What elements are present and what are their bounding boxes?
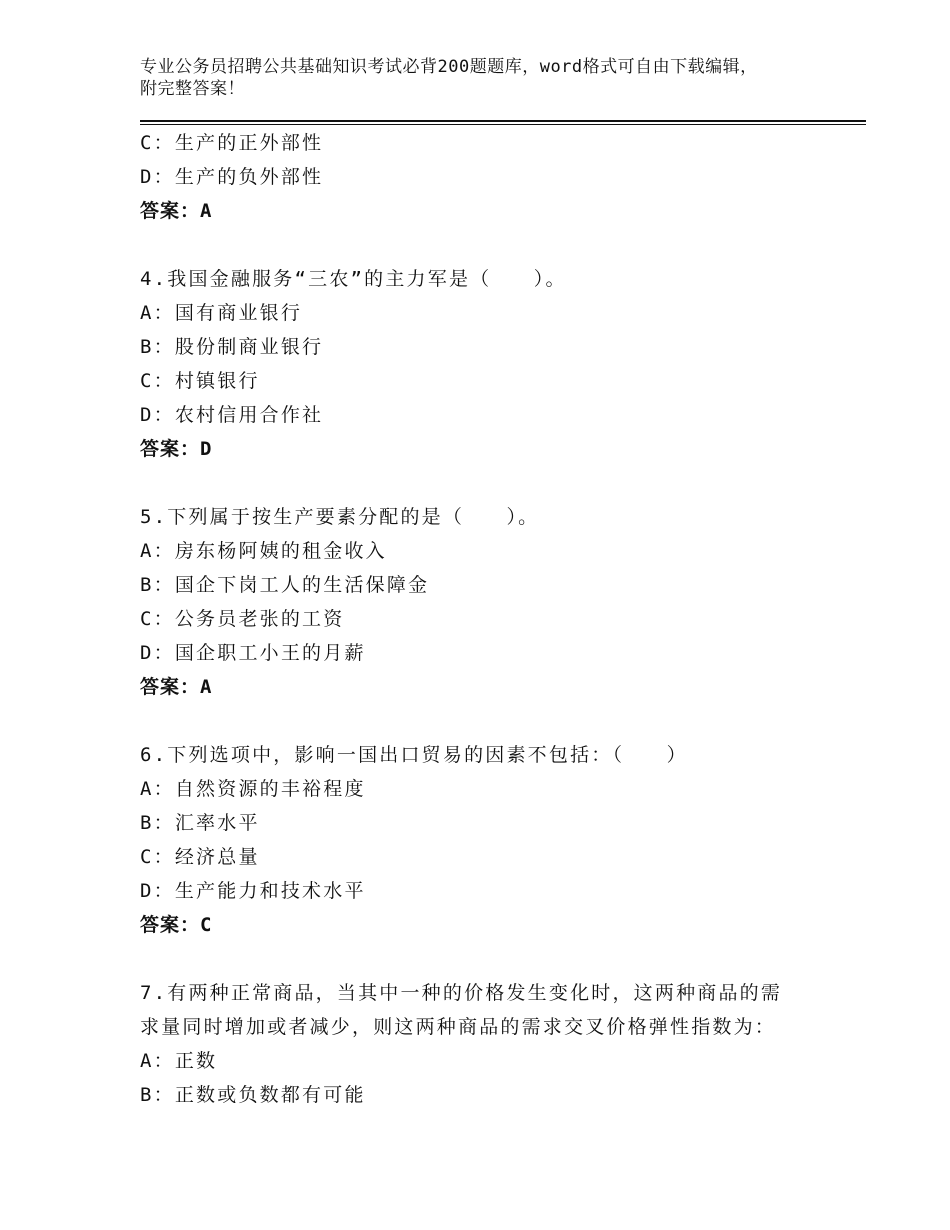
option-d: D：生产能力和技术水平 [140, 880, 366, 902]
question-7 [140, 976, 820, 1112]
question-stem: 5.下列属于按生产要素分配的是（ ）。 [140, 506, 540, 528]
answer-label: 答案：D [140, 438, 213, 460]
spacer [140, 942, 820, 976]
question-stem-line-2: 求量同时增加或者减少，则这两种商品的需求交叉价格弹性指数为： [140, 1016, 777, 1038]
answer-label: 答案：A [140, 676, 213, 698]
option-a: A：正数 [140, 1050, 218, 1072]
document-header [140, 56, 840, 100]
option-d: D：国企职工小王的月薪 [140, 642, 366, 664]
header-rule-thin [140, 124, 866, 125]
header-line-2: 附完整答案！ [140, 79, 245, 99]
option-a: A：国有商业银行 [140, 302, 303, 324]
option-b: B：国企下岗工人的生活保障金 [140, 574, 430, 596]
question-6 [140, 738, 820, 942]
question-3-tail [140, 126, 820, 228]
option-d: D：农村信用合作社 [140, 404, 324, 426]
question-stem: 4.我国金融服务“三农”的主力军是（ ）。 [140, 268, 567, 290]
spacer [140, 228, 820, 262]
question-list [140, 126, 820, 1112]
option-a: A：房东杨阿姨的租金收入 [140, 540, 387, 562]
option-b: B：正数或负数都有可能 [140, 1084, 366, 1106]
header-rule-thick [140, 120, 866, 122]
option-b: B：汇率水平 [140, 812, 260, 834]
option-d: D：生产的负外部性 [140, 166, 324, 188]
answer-label: 答案：A [140, 200, 213, 222]
option-c: C：经济总量 [140, 846, 260, 868]
question-stem: 6.下列选项中，影响一国出口贸易的因素不包括：（ ） [140, 744, 688, 766]
option-c: C：公务员老张的工资 [140, 608, 345, 630]
option-c: C：生产的正外部性 [140, 132, 324, 154]
question-stem-line-1: 7.有两种正常商品，当其中一种的价格发生变化时，这两种商品的需 [140, 982, 783, 1004]
spacer [140, 466, 820, 500]
question-4 [140, 262, 820, 466]
answer-label: 答案：C [140, 914, 213, 936]
spacer [140, 704, 820, 738]
header-line-1: 专业公务员招聘公共基础知识考试必背200题题库，word格式可自由下载编辑， [140, 57, 758, 77]
question-5 [140, 500, 820, 704]
option-b: B：股份制商业银行 [140, 336, 324, 358]
option-a: A：自然资源的丰裕程度 [140, 778, 366, 800]
option-c: C：村镇银行 [140, 370, 260, 392]
